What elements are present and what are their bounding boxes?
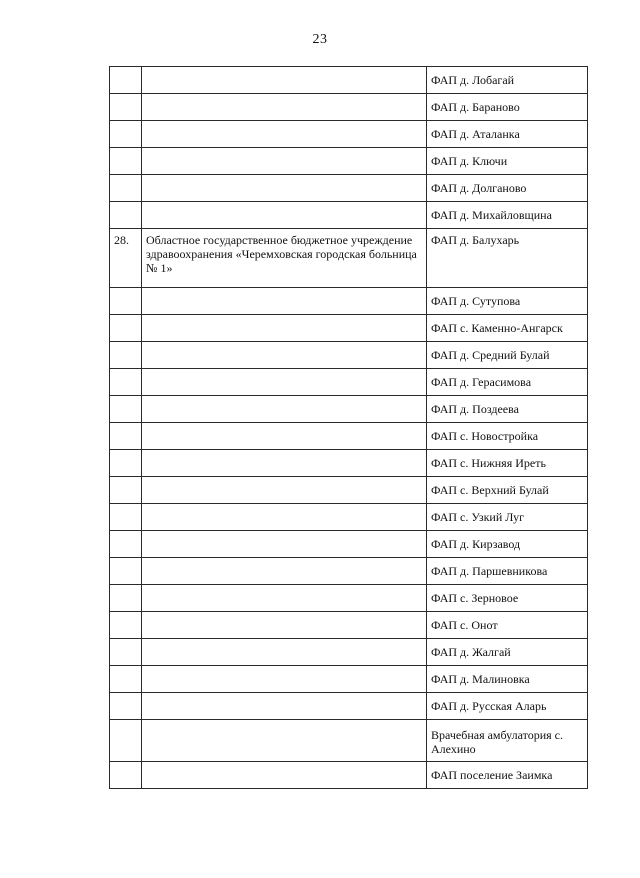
- row-number-cell: [110, 720, 142, 762]
- organization-cell: [142, 477, 427, 504]
- row-number-cell: [110, 558, 142, 585]
- facility-cell: ФАП с. Нижняя Иреть: [427, 450, 588, 477]
- organization-cell: [142, 585, 427, 612]
- facility-cell: ФАП д. Поздеева: [427, 396, 588, 423]
- facility-cell: ФАП д. Паршевникова: [427, 558, 588, 585]
- row-number-cell: [110, 315, 142, 342]
- facility-cell: ФАП д. Аталанка: [427, 121, 588, 148]
- table-row: [110, 148, 588, 175]
- organization-cell: [142, 369, 427, 396]
- organization-cell: [142, 612, 427, 639]
- facility-cell: ФАП с. Узкий Луг: [427, 504, 588, 531]
- row-number-cell: [110, 288, 142, 315]
- row-number-cell: [110, 666, 142, 693]
- facility-cell: ФАП с. Каменно-Ангарск: [427, 315, 588, 342]
- facility-cell: ФАП д. Жалгай: [427, 639, 588, 666]
- organization-cell: [142, 558, 427, 585]
- row-number-cell: [110, 693, 142, 720]
- row-number-cell: [110, 585, 142, 612]
- organization-cell: [142, 639, 427, 666]
- facility-cell: ФАП с. Новостройка: [427, 423, 588, 450]
- table-row: [110, 693, 588, 720]
- table-row: [110, 477, 588, 504]
- organization-cell: [142, 396, 427, 423]
- facility-cell: ФАП д. Бараново: [427, 94, 588, 121]
- organization-cell: [142, 666, 427, 693]
- row-number-cell: [110, 477, 142, 504]
- table-row: [110, 121, 588, 148]
- table-row: [110, 423, 588, 450]
- table-row: [110, 612, 588, 639]
- row-number-cell: [110, 504, 142, 531]
- table-row: [110, 558, 588, 585]
- row-number-cell: [110, 531, 142, 558]
- organization-cell: [142, 94, 427, 121]
- table-row: [110, 396, 588, 423]
- page-number: 23: [312, 32, 328, 47]
- organization-cell: [142, 531, 427, 558]
- table-body: [110, 67, 588, 789]
- facility-cell: ФАП д. Русская Аларь: [427, 693, 588, 720]
- organization-cell: [142, 504, 427, 531]
- facility-cell: ФАП д. Лобагай: [427, 67, 588, 94]
- table-row: [110, 175, 588, 202]
- organization-cell: [142, 202, 427, 229]
- table-row: [110, 639, 588, 666]
- table-row: [110, 720, 588, 762]
- row-number-cell: [110, 67, 142, 94]
- facility-cell: ФАП д. Малиновка: [427, 666, 588, 693]
- facility-cell: ФАП с. Зерновое: [427, 585, 588, 612]
- row-number-cell: [110, 369, 142, 396]
- table-row: [110, 288, 588, 315]
- facility-cell: ФАП д. Сутупова: [427, 288, 588, 315]
- organization-cell: [142, 423, 427, 450]
- facility-cell: ФАП д. Герасимова: [427, 369, 588, 396]
- row-number-cell: [110, 148, 142, 175]
- table-row: [110, 67, 588, 94]
- facility-cell: Врачебная амбулатория с. Алехино: [427, 720, 588, 762]
- facility-cell: ФАП д. Средний Булай: [427, 342, 588, 369]
- row-number-cell: [110, 202, 142, 229]
- facility-cell: ФАП д. Долганово: [427, 175, 588, 202]
- facility-cell: ФАП с. Верхний Булай: [427, 477, 588, 504]
- row-number-cell: [110, 639, 142, 666]
- table-row: [110, 504, 588, 531]
- table-row: [110, 531, 588, 558]
- row-number-cell: 28.: [110, 229, 142, 288]
- row-number-cell: [110, 612, 142, 639]
- organization-cell: [142, 121, 427, 148]
- organization-cell: [142, 315, 427, 342]
- facility-cell: ФАП д. Кирзавод: [427, 531, 588, 558]
- organization-cell: [142, 720, 427, 762]
- table-row: [110, 202, 588, 229]
- row-number-cell: [110, 175, 142, 202]
- table-row: [110, 585, 588, 612]
- table-row: [110, 450, 588, 477]
- facility-cell: ФАП д. Балухарь: [427, 229, 588, 288]
- table-row: [110, 666, 588, 693]
- row-number-cell: [110, 94, 142, 121]
- table-row: [110, 315, 588, 342]
- table-row: [110, 342, 588, 369]
- organization-cell: [142, 450, 427, 477]
- row-number-cell: [110, 396, 142, 423]
- organization-cell: [142, 762, 427, 789]
- organization-cell: [142, 693, 427, 720]
- row-number-cell: [110, 342, 142, 369]
- organization-cell: [142, 67, 427, 94]
- facility-cell: ФАП поселение Заимка: [427, 762, 588, 789]
- table-row: [110, 762, 588, 789]
- row-number-cell: [110, 121, 142, 148]
- facility-cell: ФАП д. Ключи: [427, 148, 588, 175]
- organization-cell: [142, 148, 427, 175]
- table-row: [110, 229, 588, 288]
- table-row: [110, 94, 588, 121]
- facility-cell: ФАП с. Онот: [427, 612, 588, 639]
- organization-cell: Областное государственное бюджетное учреждение здравоохранения «Черемховская городская больница № 1»: [142, 229, 427, 288]
- row-number-cell: [110, 450, 142, 477]
- facilities-table: [109, 66, 588, 789]
- facility-cell: ФАП д. Михайловщина: [427, 202, 588, 229]
- table-row: [110, 369, 588, 396]
- organization-cell: [142, 288, 427, 315]
- row-number-cell: [110, 762, 142, 789]
- organization-cell: [142, 342, 427, 369]
- organization-cell: [142, 175, 427, 202]
- row-number-cell: [110, 423, 142, 450]
